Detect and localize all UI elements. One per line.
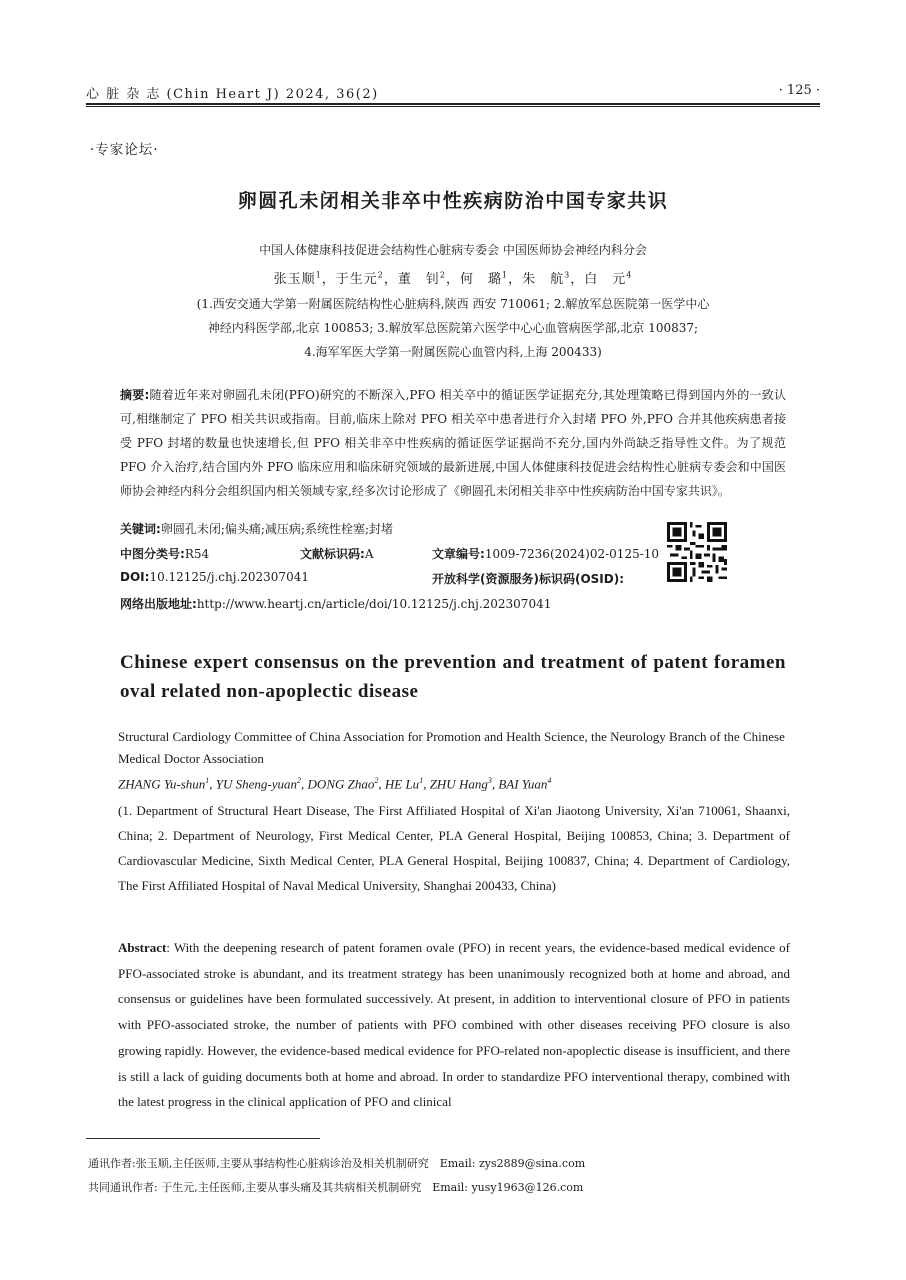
organization-chinese: 中国人体健康科技促进会结构性心脏病专委会 中国医师协会神经内科分会 xyxy=(259,243,647,257)
clc-number: 中图分类号:R54 xyxy=(120,547,210,561)
header-rule xyxy=(86,103,820,105)
abstract-label: Abstract xyxy=(118,940,167,955)
online-url[interactable]: 网络出版地址:http://www.heartj.cn/article/doi/10.12125/j.chj.202307041 xyxy=(120,597,552,611)
osid-label: 开放科学(资源服务)标识码(OSID): xyxy=(432,572,625,586)
affiliations-chinese xyxy=(150,292,756,364)
affiliations-english: (1. Department of Structural Heart Disease, The First Affiliated Hospital of Xi'an Jiaotong University, Xi'an 710061, Shaanxi, China; 2. Department of Neurology, First Medical Center, PLA General Hospital, Beijing 100853, China; 3. Department of Cardiovascular Medicine, Sixth Medical Center, PLA General Hospital, Beijing 100837, China; 4. Department of Cardiology, The First Affiliated Hospital of Naval Medical University, Shanghai 200433, China) xyxy=(118,803,790,893)
affiliation-line: 神经内科医学部,北京 100853; 3.解放军总医院第六医学中心心血管病医学部,北京 100837; xyxy=(207,321,699,335)
article-number: 文章编号:1009-7236(2024)02-0125-10 xyxy=(432,547,660,561)
footnote-corresponding-author: 通讯作者:张玉顺,主任医师,主要从事结构性心脏病诊治及相关机制研究 Email: zys2889@sina.com xyxy=(88,1157,586,1170)
column-label: ·专家论坛· xyxy=(90,142,159,158)
affiliation-line: 4.海军军医大学第一附属医院心血管内科,上海 200433) xyxy=(304,345,602,359)
title-english: Chinese expert consensus on the prevention and treatment of patent foramen oval related non-apoplectic disease xyxy=(120,652,786,702)
affiliation-line: (1.西安交通大学第一附属医院结构性心脏病科,陕西 西安 710061; 2.解放军总医院第一医学中心 xyxy=(196,297,710,311)
footnote-rule xyxy=(86,1138,320,1139)
keywords-chinese: 关键词:卵圆孔未闭;偏头痛;减压病;系统性栓塞;封堵 xyxy=(120,522,393,536)
abstract-text: : With the deepening research of patent foramen ovale (PFO) in recent years, the evidence-based medical evidence of PFO-associated stroke is abundant, and its treatment strategy has been unanimously recognized both at home and abroad, and consensus or guidelines have been formulated successively. At present, in addition to interventional closure of PFO in patients with PFO-associated stroke, the number of patients with PFO combined with other diseases receiving PFO closure is also growing rapidly. However, the evidence-based medical evidence for PFO-related non-apoplectic disease is insufficient, and there is still a lack of guiding documents both at home and abroad. In order to standardize PFO interventional therapy, combined with the latest progress in the clinical application of PFO and clinical xyxy=(118,940,790,1110)
document-code: 文献标识码:A xyxy=(300,547,374,561)
running-header-journal: 心 脏 杂 志 (Chin Heart J) 2024, 36(2) xyxy=(86,87,379,102)
title-chinese: 卵圆孔未闭相关非卒中性疾病防治中国专家共识 xyxy=(237,190,669,212)
header-rule-thin xyxy=(86,106,820,107)
authors-chinese: 张玉顺$^1$，于生元$^2$，董 钊$^2$，何 璐$^1$，朱 航$^3$，白 元$^4$ xyxy=(273,270,633,287)
qr-code-icon xyxy=(667,522,727,582)
page-number: · 125 · xyxy=(778,83,820,98)
authors-english: ZHANG Yu-shun$^1$, YU Sheng-yuan$^2$, DONG Zhao$^2$, HE Lu$^1$, ZHU Hang$^3$, BAI Yuan$^4$ xyxy=(118,776,552,792)
organization-english: Structural Cardiology Committee of China Association for Promotion and Health Science, the Neurology Branch of the Chinese Medical Doctor Association xyxy=(118,729,785,766)
abstract-english xyxy=(118,935,790,1115)
abstract-label: 摘要: xyxy=(120,388,150,402)
footnote-co-corresponding-author: 共同通讯作者: 于生元,主任医师,主要从事头痛及其共病相关机制研究 Email: yusy1963@126.com xyxy=(88,1181,584,1194)
doi: DOI:10.12125/j.chj.202307041 xyxy=(120,570,309,584)
abstract-text: 随着近年来对卵圆孔未闭(PFO)研究的不断深入,PFO 相关卒中的循证医学证据充分,其处理策略已得到国内外的一致认可,相继制定了 PFO 相关共识或指南。目前,临床上除对 PFO 相关卒中患者进行介入封堵 PFO 外,PFO 合并其他疾病患者接受 PFO 封堵的数量也快速增长,但 PFO 相关非卒中性疾病的循证医学证据尚不充分,国内外尚缺乏指导性文件。为了规范 PFO 介入治疗,结合国内外 PFO 临床应用和临床研究领域的最新进展,中国人体健康科技促进会结构性心脏病专委会和中国医师协会神经内科分会组织国内相关领域专家,经多次讨论形成了《卵圆孔未闭相关非卒中性疾病防治中国专家共识》。 xyxy=(120,388,786,498)
abstract-chinese xyxy=(120,383,786,503)
